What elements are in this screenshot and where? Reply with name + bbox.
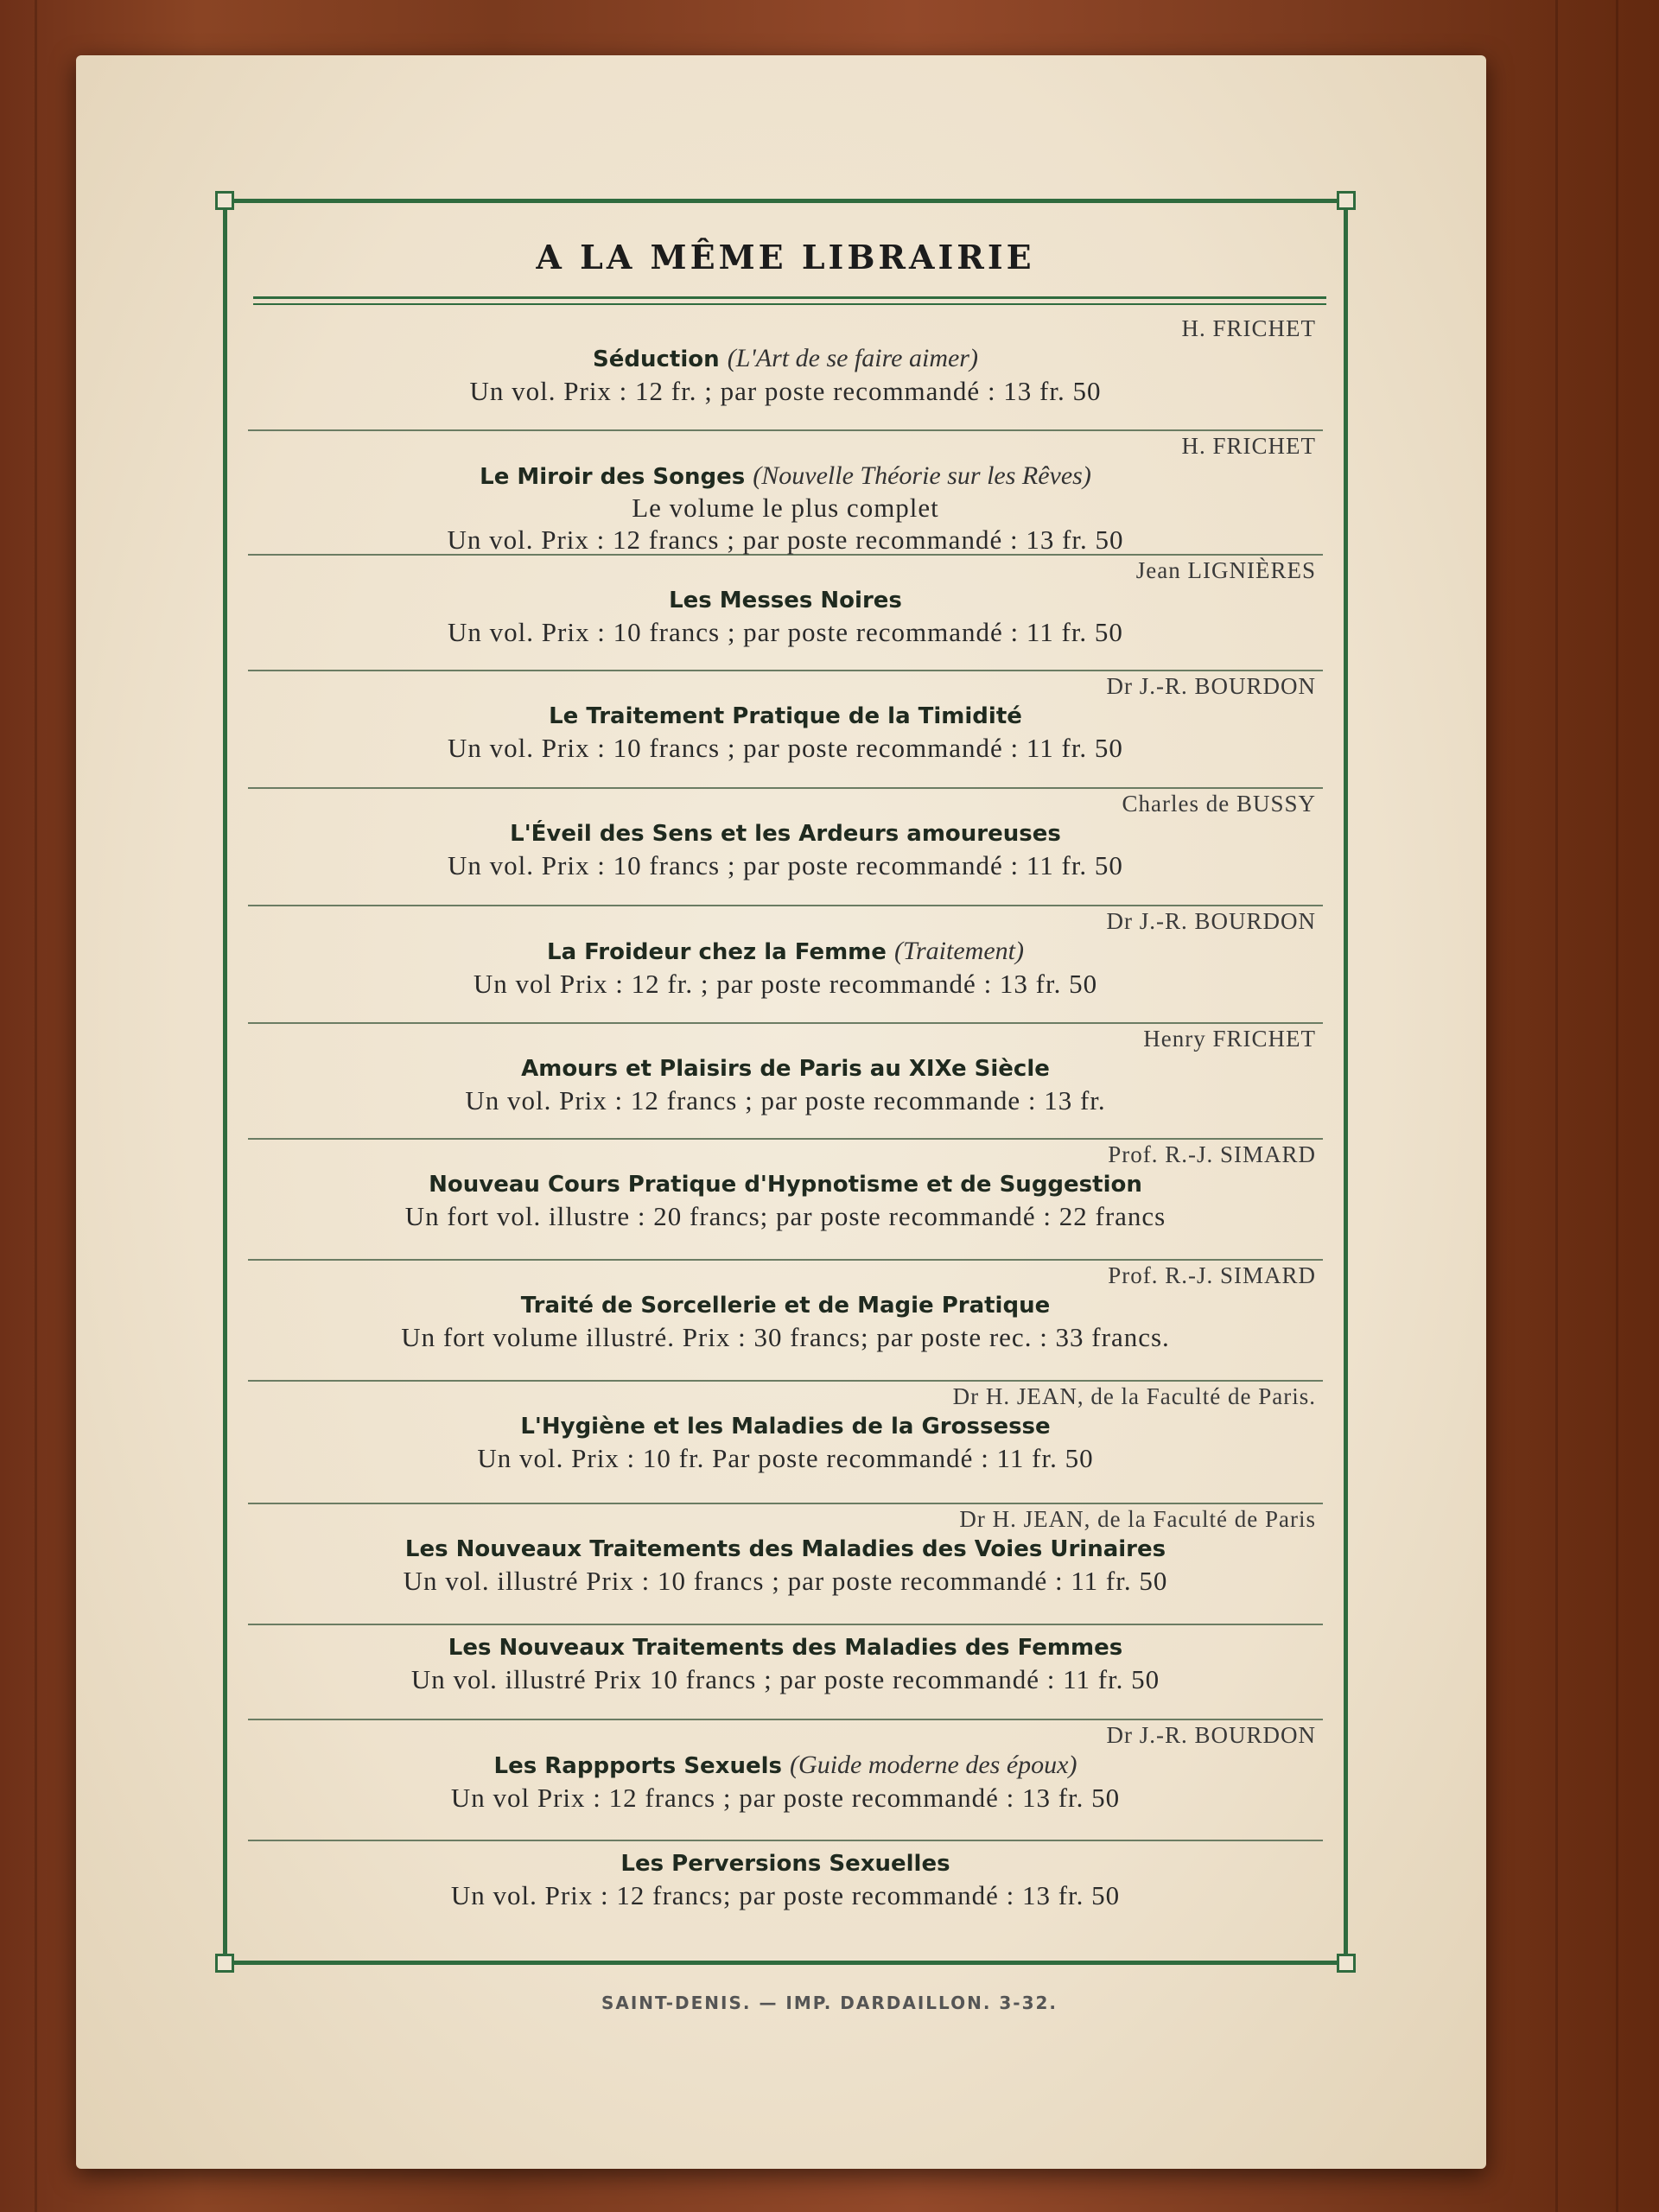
green-border-frame [223, 199, 1348, 1965]
wood-grain [35, 0, 37, 2212]
book-list [248, 314, 1323, 1938]
book-price: Un fort vol. illustre : 20 francs; par poste recommandé : 22 francs [404, 1201, 1166, 1231]
book-entry [248, 1841, 1323, 1938]
book-title: Amours et Plaisirs de Paris au XIXe Siècle [521, 1056, 1050, 1082]
wood-grain [1555, 0, 1558, 2212]
book-author: Charles de BUSSY [1122, 791, 1316, 817]
heading-rule [253, 303, 1326, 305]
book-entry [248, 431, 1323, 556]
book-author: Dr J.-R. BOURDON [1106, 908, 1316, 934]
book-entry [248, 556, 1323, 671]
book-author: Prof. R.-J. SIMARD [1108, 1141, 1316, 1167]
book-entry [248, 1140, 1323, 1261]
book-subtitle: (L'Art de se faire aimer) [727, 344, 978, 372]
book-author [248, 1625, 1323, 1632]
book-title-line [248, 343, 1323, 375]
book-title: La Froideur chez la Femme [547, 939, 887, 965]
book-title-line [248, 818, 1323, 849]
book-entry [248, 1024, 1323, 1140]
book-note: Le volume le plus complet [632, 493, 939, 523]
book-title: Le Miroir des Songes [480, 464, 746, 490]
book-price: Un vol Prix : 12 francs ; par poste recommandé : 13 fr. 50 [450, 1783, 1121, 1813]
book-title-line [248, 461, 1323, 493]
book-subtitle: (Nouvelle Théorie sur les Rêves) [753, 461, 1091, 490]
book-price: Un vol. Prix : 10 fr. Par poste recommandé : 11 fr. 50 [477, 1443, 1094, 1473]
book-author: H. FRICHET [1181, 315, 1316, 341]
book-price: Un vol. Prix : 12 francs; par poste recommandé : 13 fr. 50 [450, 1880, 1121, 1910]
corner-ornament [1337, 1954, 1356, 1973]
book-title-line [248, 936, 1323, 968]
corner-ornament [215, 191, 234, 210]
book-title-line [248, 1053, 1323, 1084]
book-price: Un fort volume illustré. Prix : 30 francs; par poste rec. : 33 francs. [401, 1322, 1170, 1352]
book-title: Traité de Sorcellerie et de Magie Pratique [520, 1293, 1051, 1319]
printer-imprint: SAINT-DENIS. — IMP. DARDAILLON. 3-32. [601, 1993, 1058, 2013]
book-author: Dr H. JEAN, de la Faculté de Paris. [952, 1383, 1316, 1409]
book-title: L'Hygiène et les Maladies de la Grossesse [520, 1414, 1051, 1440]
book-author: Dr J.-R. BOURDON [1106, 1722, 1316, 1748]
book-subtitle: (Guide moderne des époux) [790, 1751, 1077, 1779]
book-entry [248, 1625, 1323, 1720]
book-price: Un vol Prix : 12 fr. ; par poste recommandé : 13 fr. 50 [473, 969, 1098, 999]
book-price: Un vol. Prix : 10 francs ; par poste recommandé : 11 fr. 50 [448, 850, 1123, 880]
book-subtitle: (Traitement) [893, 937, 1024, 965]
book-title-line [248, 1534, 1323, 1565]
book-title: Les Nouveaux Traitements des Maladies des Femmes [448, 1635, 1123, 1661]
book-title: Les Nouveaux Traitements des Maladies des Voies Urinaires [404, 1536, 1166, 1562]
wood-grain [1616, 0, 1618, 2212]
book-title: Séduction [593, 346, 720, 372]
book-entry [248, 1720, 1323, 1841]
book-title-line [248, 1290, 1323, 1321]
book-title: Nouveau Cours Pratique d'Hypnotisme et de Suggestion [429, 1172, 1142, 1198]
book-price: Un vol. Prix : 12 fr. ; par poste recommandé : 13 fr. 50 [469, 376, 1102, 406]
book-title-line [248, 1848, 1323, 1879]
heading-rule [253, 296, 1326, 299]
book-title-line [248, 1750, 1323, 1782]
corner-ornament [215, 1954, 234, 1973]
book-price: Un vol. illustré Prix : 10 francs ; par poste recommandé : 11 fr. 50 [403, 1566, 1168, 1596]
book-author: Jean LIGNIÈRES [1135, 557, 1316, 583]
corner-ornament [1337, 191, 1356, 210]
book-entry [248, 1504, 1323, 1625]
book-author: Dr H. JEAN, de la Faculté de Paris [959, 1506, 1316, 1532]
book-title-line [248, 585, 1323, 616]
book-title-line [248, 1169, 1323, 1200]
book-entry [248, 1261, 1323, 1382]
book-price: Un vol. illustré Prix 10 francs ; par poste recommandé : 11 fr. 50 [410, 1664, 1160, 1694]
book-title-line [248, 1632, 1323, 1663]
book-price: Un vol. Prix : 10 francs ; par poste recommandé : 11 fr. 50 [448, 617, 1123, 647]
catalog-heading: A LA MÊME LIBRAIRIE [536, 238, 1035, 276]
book-author: Dr J.-R. BOURDON [1106, 673, 1316, 699]
book-price: Un vol. Prix : 12 francs ; par poste recommandé : 13 fr. 50 [447, 524, 1124, 555]
book-entry [248, 1382, 1323, 1504]
book-title: Les Rappports Sexuels [493, 1753, 782, 1779]
book-entry [248, 789, 1323, 906]
book-price: Un vol. Prix : 10 francs ; par poste recommandé : 11 fr. 50 [448, 733, 1123, 763]
book-title: Les Perversions Sexuelles [620, 1851, 950, 1877]
book-author: Henry FRICHET [1143, 1026, 1316, 1052]
book-title: L'Éveil des Sens et les Ardeurs amoureuses [510, 821, 1061, 847]
book-entry [248, 671, 1323, 789]
book-author [248, 1841, 1323, 1848]
book-title-line [248, 1411, 1323, 1442]
book-title: Le Traitement Pratique de la Timidité [549, 703, 1022, 729]
book-entry [248, 314, 1323, 431]
book-author: H. FRICHET [1181, 433, 1316, 459]
book-title-line [248, 701, 1323, 732]
book-author: Prof. R.-J. SIMARD [1108, 1262, 1316, 1288]
book-price: Un vol. Prix : 12 francs ; par poste recommande : 13 fr. [465, 1085, 1106, 1116]
book-entry [248, 906, 1323, 1024]
book-title: Les Messes Noires [669, 588, 902, 613]
